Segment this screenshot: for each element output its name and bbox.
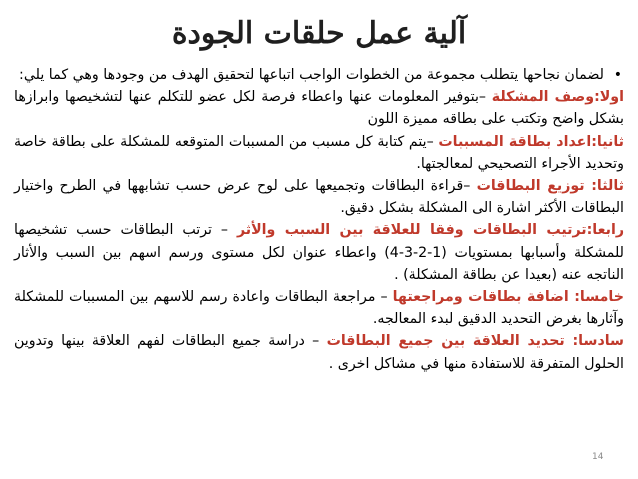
step-1-text: –بتوفير المعلومات عنها واعطاء فرصة لكل عضو للتكلم عنها لتشخيصها وابرازها بشكل واضح وتكتب على بطاقه مميزة اللون: [14, 89, 624, 128]
step-1-label: اولا:وصف المشكلة: [491, 89, 624, 106]
step-5-label: خامسا: اضافة بطاقات ومراجعتها: [392, 289, 624, 306]
step-2: [14, 131, 624, 175]
slide-title: آلية عمل حلقات الجودة: [171, 16, 467, 51]
slide-body: [14, 64, 624, 375]
step-4-text: – ترتب البطاقات حسب تشخيصها للمشكلة وأسبابها بمستويات (1-2-3-4) واعطاء عنوان لكل مستوى ورسم اسهم بين السبب والأثار الناتجه عنه (بعيدا عن بطاقة المشكلة) .: [14, 222, 624, 283]
step-4: [14, 219, 624, 286]
step-4-label: رابعا:ترتيب البطاقات وفقا للعلاقة بين السبب والأثر: [236, 222, 624, 239]
step-3: [14, 175, 624, 219]
step-3-label: ثالثا: توزيع البطاقات: [476, 178, 624, 195]
step-2-label: ثانيا:اعداد بطاقة المسببات: [438, 133, 624, 150]
intro-text: لضمان نجاحها يتطلب مجموعة من الخطوات الواجب اتباعها لتحقيق الهدف من وجودها وهي كما يلي:: [19, 67, 604, 83]
step-2-text: –يتم كتابة كل مسبب من المسببات المتوقعه للمشكلة على بطاقة خاصة وتحديد الأجراء التصحيحي لمعالجتها.: [14, 133, 624, 172]
step-6-text: – دراسة جميع البطاقات لفهم العلاقة بينها وتدوين الحلول المتفرقة للاستفادة منها في مشاكل اخرى .: [14, 333, 624, 372]
step-6: [14, 330, 624, 374]
bullet-dot-icon: •: [613, 67, 622, 83]
step-6-label: سادسا: تحديد العلاقة بين جميع البطاقات: [326, 333, 625, 350]
step-5-text: – مراجعة البطاقات واعادة رسم للاسهم بين المسببات للمشكلة وآثارها بغرض التحديد الدقيق لبدء المعالجه.: [14, 289, 624, 328]
step-3-text: –قراءة البطاقات وتجميعها على لوح عرض حسب تشابهها في الطرح واختيار البطاقات الأكثر اشارة الى المشكلة بشكل دقيق.: [14, 178, 624, 217]
intro-paragraph: [14, 64, 624, 86]
step-1: [14, 86, 624, 130]
page-number: 14: [592, 452, 604, 462]
step-5: [14, 286, 624, 330]
